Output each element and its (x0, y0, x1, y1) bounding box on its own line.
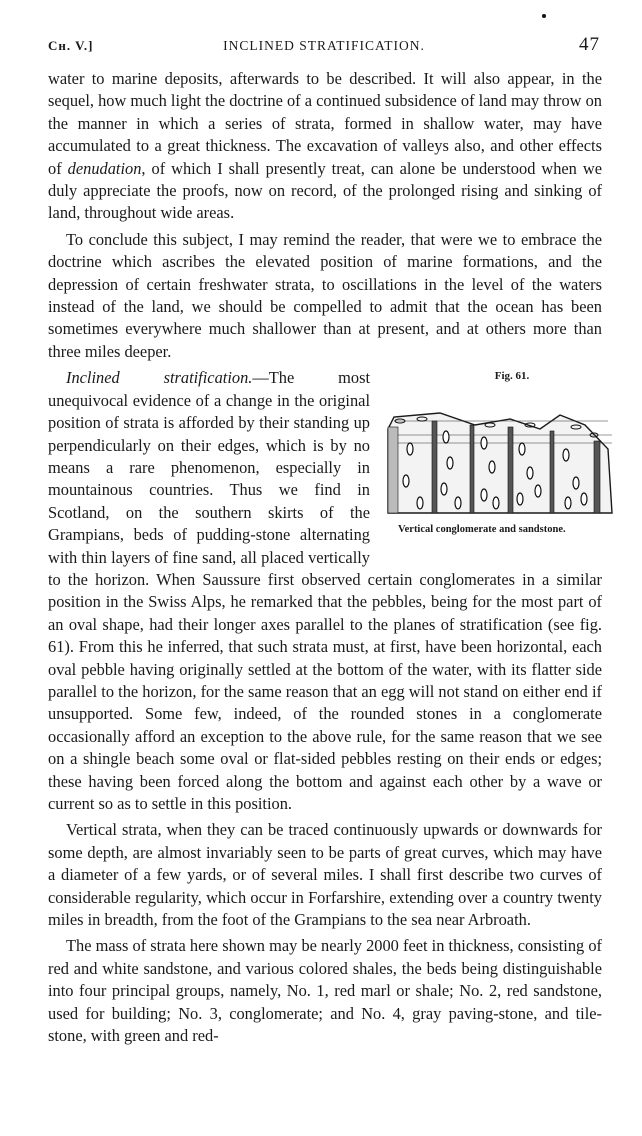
paragraph-4: Vertical strata, when they can be traced continuously upwards or downwards for some depth, are almost invariably seen to be parts of great curves, which may have a diameter of a few yards, or of several miles. I shall first describe two curves of considerable regularity, which occur in Forfarshire, extending over a country twenty miles in breadth, from the foot of the Grampians to the sea near Arbroath. (48, 820, 602, 930)
page-number: 47 (579, 34, 600, 55)
paragraph-1-text: water to marine deposits, afterwards to be described. It will also appear, in the sequel, how much light the doctrine of a continued subsidence of land may throw on the manner in which a series of strata, formed in shallow water, may have accumulated to a great thickness. The excavation of valleys also, and other effects of (48, 69, 602, 178)
paragraph-1-end: , of which I shall presently treat, can alone be understood when we duly appreciate the proofs, now on record, of the prolonged rising and sinking of land, throughout wide areas. (48, 158, 602, 223)
chapter-label: Cʜ. V.] (48, 38, 94, 53)
paragraph-2: To conclude this subject, I may remind the reader, that were we to embrace the doctrine which ascribes the elevated position of marine formations, and the depression of certain freshwater strata, to oscillations in the level of the waters instead of the land, we should be compelled to admit that the ocean has been sometimes everywhere much shallower than at present, and at others more than three miles deeper. (48, 229, 602, 361)
figure-61 (380, 369, 608, 556)
figure-label: Fig. 61. (494, 370, 530, 383)
vertical-conglomerate-illustration (380, 391, 620, 521)
running-title: INCLINED STRATIFICATION. (223, 38, 425, 53)
section-heading-inclined-stratification: Inclined stratification. (66, 368, 253, 388)
page-body (48, 68, 602, 1047)
figure-caption: Vertical conglomerate and sandstone. (398, 524, 566, 536)
paragraph-5: The mass of strata here shown may be nearly 2000 feet in thickness, consisting of red and white sandstone, and various colored shales, the beds being distinguishable into four principal groups, namely, No. 1, red marl or shale; No. 2, red sandstone, used for building; No. 3, conglomerate; and No. 4, gray paving-stone, and tile-stone, with green and red- (48, 936, 602, 1046)
paragraph-3 (48, 367, 602, 815)
running-header (48, 34, 600, 58)
paragraph-3-text: —The most unequivocal evidence of a change in the original position of strata is afforded by their standing up perpendicularly on their edges, which is by no means a rare phenomenon, especially in mountainous countries. Thus we find in Scotland, on the southern skirts of the Grampians, beds of pudding-stone alternating with thin layers of fine sand, all placed vertically to the horizon. When Saussure first observed certain conglomerates in a similar position in the Swiss Alps, he remarked that the pebbles, being for the most part of an oval shape, had their longer axes parallel to the planes of stratification (see fig. 61). From this he inferred, that such strata must, at first, have been horizontal, each oval pebble having originally settled at the bottom of the water, with its flatter side parallel to the horizon, for the same reason that an egg will not stand on either end if unsupported. Some few, indeed, of the rounded stones in a conglomerate occasionally afford an exception to the above rule, for the same reason that we see on a shingle beach some oval or flat-sided pebbles resting on their ends or edges; these having been forced along the bottom and against each other by a wave or current so as to settle in this position. (48, 368, 602, 813)
denudation-term: denudation (67, 158, 142, 178)
ink-speck (542, 14, 546, 18)
paragraph-1 (48, 68, 602, 225)
